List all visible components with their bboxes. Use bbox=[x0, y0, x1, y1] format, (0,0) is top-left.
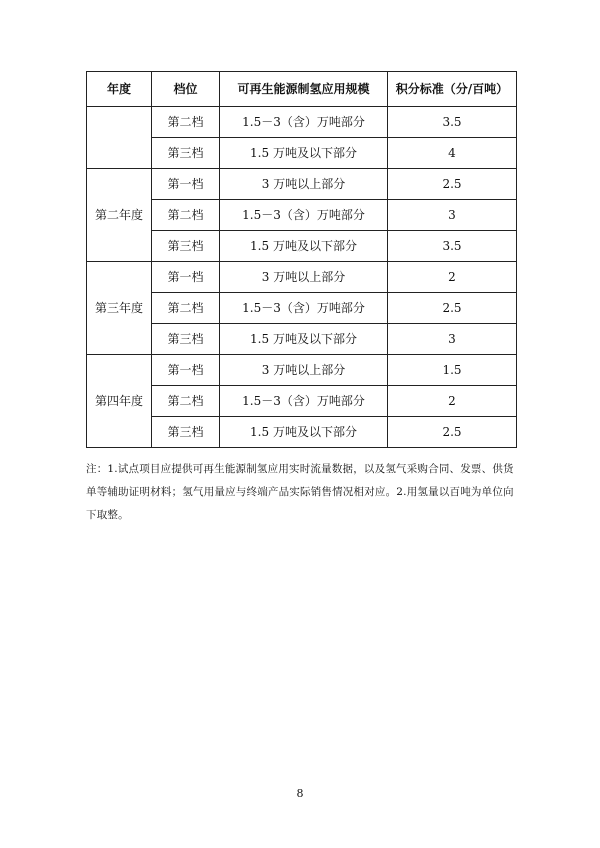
standard-cell: 1.5 bbox=[388, 355, 517, 386]
table-row bbox=[87, 324, 517, 355]
scale-cell: 1.5－3（含）万吨部分 bbox=[220, 293, 388, 324]
table-row bbox=[87, 200, 517, 231]
scale-cell: 1.5－3（含）万吨部分 bbox=[220, 107, 388, 138]
header-year: 年度 bbox=[87, 72, 152, 107]
tier-cell: 第一档 bbox=[152, 262, 220, 293]
table-row bbox=[87, 231, 517, 262]
year-cell bbox=[87, 107, 152, 169]
table-row bbox=[87, 355, 517, 386]
year-cell: 第三年度 bbox=[87, 262, 152, 355]
standard-cell: 3.5 bbox=[388, 107, 517, 138]
scale-cell: 3 万吨以上部分 bbox=[220, 355, 388, 386]
year-cell: 第四年度 bbox=[87, 355, 152, 448]
year-cell: 第二年度 bbox=[87, 169, 152, 262]
header-tier: 档位 bbox=[152, 72, 220, 107]
scale-cell: 1.5－3（含）万吨部分 bbox=[220, 386, 388, 417]
standard-cell: 2.5 bbox=[388, 417, 517, 448]
table-row bbox=[87, 138, 517, 169]
table-row bbox=[87, 169, 517, 200]
scale-cell: 1.5 万吨及以下部分 bbox=[220, 138, 388, 169]
tier-cell: 第一档 bbox=[152, 355, 220, 386]
tier-cell: 第二档 bbox=[152, 200, 220, 231]
page-number: 8 bbox=[296, 787, 304, 800]
tier-cell: 第三档 bbox=[152, 231, 220, 262]
table-row bbox=[87, 417, 517, 448]
tier-cell: 第二档 bbox=[152, 107, 220, 138]
standard-cell: 2 bbox=[388, 386, 517, 417]
scale-cell: 1.5 万吨及以下部分 bbox=[220, 324, 388, 355]
scale-cell: 1.5 万吨及以下部分 bbox=[220, 231, 388, 262]
table-row bbox=[87, 107, 517, 138]
tier-cell: 第二档 bbox=[152, 386, 220, 417]
table-row bbox=[87, 262, 517, 293]
standard-cell: 4 bbox=[388, 138, 517, 169]
table-note: 注：1.试点项目应提供可再生能源制氢应用实时流量数据，以及氢气采购合同、发票、供货单等辅助证明材料；氢气用量应与终端产品实际销售情况相对应。2.用氢量以百吨为单位向下取整。 bbox=[86, 463, 514, 521]
table-header-row bbox=[87, 72, 517, 107]
scale-cell: 3 万吨以上部分 bbox=[220, 262, 388, 293]
scale-cell: 1.5－3（含）万吨部分 bbox=[220, 200, 388, 231]
table-row bbox=[87, 386, 517, 417]
standard-cell: 3.5 bbox=[388, 231, 517, 262]
standard-cell: 3 bbox=[388, 324, 517, 355]
header-standard: 积分标准（分/百吨） bbox=[388, 72, 517, 107]
tier-cell: 第二档 bbox=[152, 293, 220, 324]
scale-cell: 1.5 万吨及以下部分 bbox=[220, 417, 388, 448]
tier-cell: 第三档 bbox=[152, 417, 220, 448]
scale-cell: 3 万吨以上部分 bbox=[220, 169, 388, 200]
standard-cell: 2 bbox=[388, 262, 517, 293]
score-standard-table bbox=[86, 71, 517, 448]
tier-cell: 第三档 bbox=[152, 324, 220, 355]
tier-cell: 第一档 bbox=[152, 169, 220, 200]
table-body bbox=[87, 107, 517, 448]
standard-cell: 3 bbox=[388, 200, 517, 231]
standard-cell: 2.5 bbox=[388, 293, 517, 324]
header-scale: 可再生能源制氢应用规模 bbox=[220, 72, 388, 107]
table-row bbox=[87, 293, 517, 324]
standard-cell: 2.5 bbox=[388, 169, 517, 200]
tier-cell: 第三档 bbox=[152, 138, 220, 169]
